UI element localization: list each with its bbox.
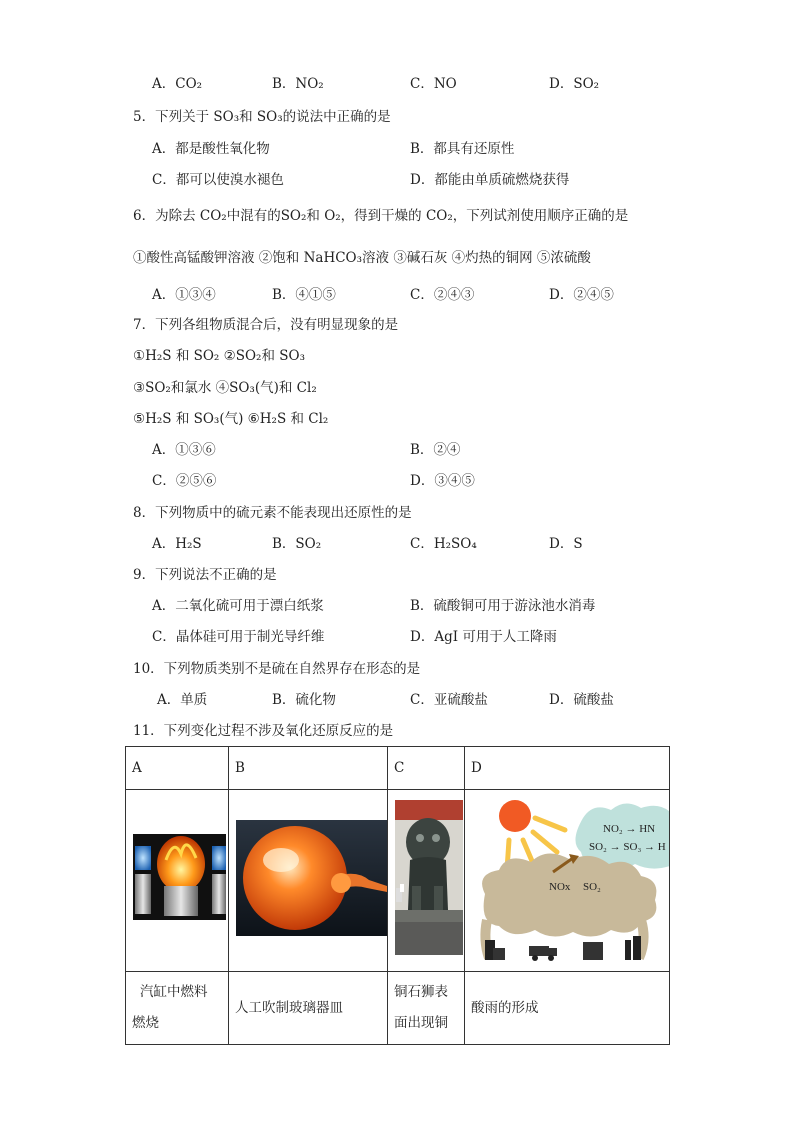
q11-caption-c-line1: 铜石狮表 — [394, 984, 448, 1000]
q8-option-a: A．H₂S — [152, 536, 202, 552]
q7-stem: 7．下列各组物质混合后，没有明显现象的是 — [133, 317, 399, 333]
q6-stem: 6．为除去 CO₂中混有的SO₂和 O₂，得到干燥的 CO₂，下列试剂使用顺序正确的是 — [133, 208, 629, 224]
q8-stem: 8．下列物质中的硫元素不能表现出还原性的是 — [133, 505, 412, 521]
q11-stem: 11．下列变化过程不涉及氧化还原反应的是 — [133, 723, 394, 739]
q7-option-d: D．③④⑤ — [410, 473, 475, 489]
q11-table — [125, 746, 670, 1045]
q11-image-cell-d — [465, 790, 670, 972]
q10-option-a: A．单质 — [157, 692, 208, 708]
q11-label-a: A — [126, 747, 229, 790]
q7-option-c: C．②⑤⑥ — [152, 473, 217, 489]
q11-caption-b: 人工吹制玻璃器皿 — [229, 972, 388, 1045]
q11-caption-c — [388, 972, 465, 1045]
q10-option-d: D．硫酸盐 — [549, 692, 614, 708]
q7-option-b: B．②④ — [410, 442, 461, 458]
q5-option-c: C．都可以使溴水褪色 — [152, 172, 284, 188]
q6-reagents: ①酸性高锰酸钾溶液 ②饱和 NaHCO₃溶液 ③碱石灰 ④灼热的铜网 ⑤浓硫酸 — [133, 250, 591, 266]
q7-item-row3: ⑤H₂S 和 SO₃(气) ⑥H₂S 和 Cl₂ — [133, 411, 329, 427]
q11-label-d: D — [465, 747, 670, 790]
q11-label-b: B — [229, 747, 388, 790]
q5-stem: 5．下列关于 SO₃和 SO₃的说法中正确的是 — [133, 109, 391, 125]
q11-image-cell-c — [388, 790, 465, 972]
q5-option-b: B．都具有还原性 — [410, 141, 515, 157]
q6-option-a: A．①③④ — [152, 287, 216, 303]
q7-item-row2: ③SO₂和氯水 ④SO₃(气)和 Cl₂ — [133, 380, 317, 396]
q5-option-a: A．都是酸性氧化物 — [152, 141, 270, 157]
q9-option-c: C．晶体硅可用于制光导纤维 — [152, 629, 325, 645]
diagram-so2-equation: SO₂ → SO₃ → H — [589, 841, 666, 853]
q6-option-b: B．④①⑤ — [272, 287, 336, 303]
q8-option-c: C．H₂SO₄ — [410, 536, 477, 552]
q4-option-a: A．CO₂ — [152, 76, 203, 92]
q6-option-c: C．②④③ — [410, 287, 475, 303]
q8-option-d: D．S — [549, 536, 583, 552]
q4-option-d: D．SO₂ — [549, 76, 600, 92]
acid-rain-diagram — [465, 790, 669, 967]
q11-image-cell-a — [126, 790, 229, 972]
q7-option-a: A．①③⑥ — [152, 442, 216, 458]
q9-option-d: D．AgI 可用于人工降雨 — [410, 629, 557, 645]
q11-caption-a — [126, 972, 229, 1045]
q10-option-b: B．硫化物 — [272, 692, 336, 708]
bronze-lion-image — [388, 790, 464, 967]
engine-combustion-image — [126, 790, 228, 967]
q10-stem: 10．下列物质类别不是硫在自然界存在形态的是 — [133, 661, 421, 677]
q7-item-row1: ①H₂S 和 SO₂ ②SO₂和 SO₃ — [133, 348, 305, 364]
diagram-so2-label: SO₂ — [583, 881, 601, 893]
diagram-nox-label: NOx — [549, 881, 571, 893]
diagram-no2-equation: NO₂ → HN — [603, 823, 656, 835]
q11-caption-a-line2: 燃烧 — [132, 1015, 159, 1031]
q4-option-b: B．NO₂ — [272, 76, 324, 92]
q11-image-cell-b — [229, 790, 388, 972]
q8-option-b: B．SO₂ — [272, 536, 322, 552]
q9-option-b: B．硫酸铜可用于游泳池水消毒 — [410, 598, 596, 614]
q9-stem: 9．下列说法不正确的是 — [133, 567, 277, 583]
q4-option-c: C．NO — [410, 76, 457, 92]
q5-option-d: D．都能由单质硫燃烧获得 — [410, 172, 570, 188]
q11-label-c: C — [388, 747, 465, 790]
q11-caption-d: 酸雨的形成 — [465, 972, 670, 1045]
q6-option-d: D．②④⑤ — [549, 287, 614, 303]
q10-option-c: C．亚硫酸盐 — [410, 692, 488, 708]
q11-caption-a-line1: 汽缸中燃料 — [140, 984, 208, 1000]
q11-caption-c-line2: 面出现铜 — [394, 1015, 448, 1031]
q9-option-a: A．二氧化硫可用于漂白纸浆 — [152, 598, 324, 614]
glass-blowing-image — [229, 790, 387, 967]
